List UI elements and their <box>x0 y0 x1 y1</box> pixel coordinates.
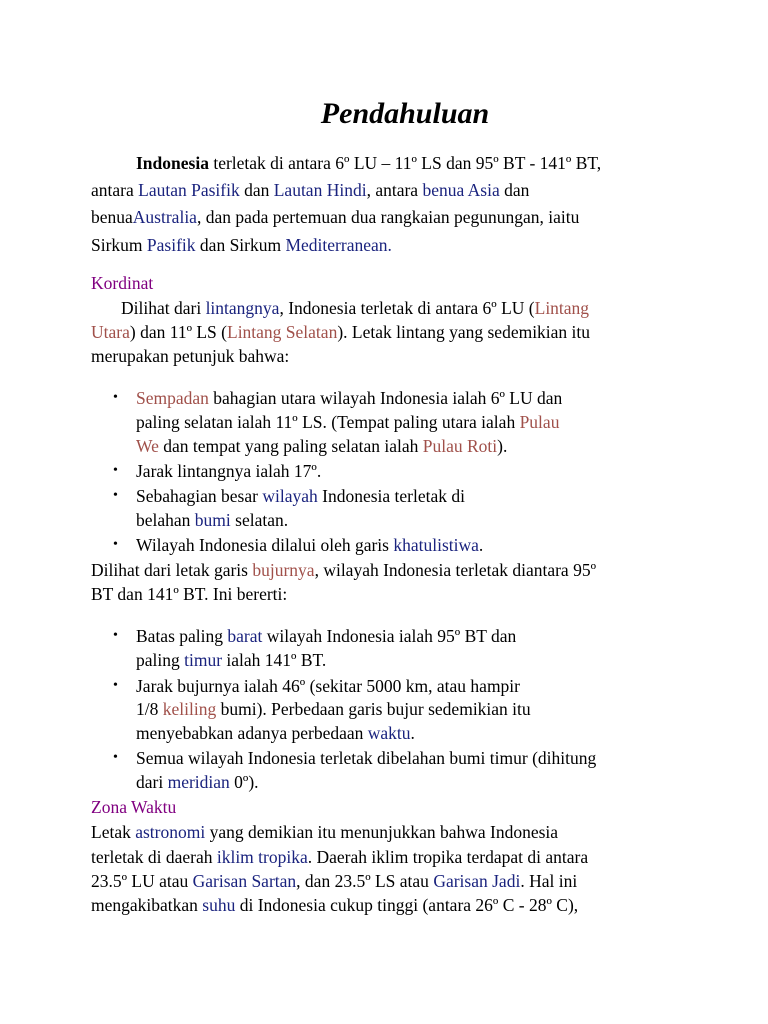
bullet-marker: • <box>113 463 118 478</box>
intro-line-1: Indonesia terletak di antara 6º LU – 11º LS dan 95º BT - 141º BT, <box>136 153 602 173</box>
link-keliling[interactable]: keliling <box>162 699 217 719</box>
heading-kordinat: Kordinat <box>91 273 154 293</box>
link-utara[interactable]: Utara <box>91 322 130 342</box>
list-item: Batas paling barat wilayah Indonesia ialah 95º BT dan <box>136 626 517 646</box>
bullet-marker: • <box>113 537 118 552</box>
link-lautan-pasifik[interactable]: Lautan Pasifik <box>138 180 240 200</box>
link-lintang-selatan[interactable]: Lintang Selatan <box>227 322 338 342</box>
document-page: Pendahuluan Indonesia terletak di antara 6º LU – 11º LS dan 95º BT - 141º BT, antara Lautan Pasifik dan Lautan Hindi, antara benua Asia dan benuaAustralia, dan pada pertemuan dua rangkaian pegunungan, iaitu Sirkum Pasifik dan Sirkum Mediterranean. Kordinat Dilihat dari lintangnya, Indonesia terletak di antara 6º LU (Lintang Utara) dan 11º LS (Lintang Selatan). Letak lintang yang sedemikian itu merupakan petunjuk bahwa: • Sempadan bahagian utara wilayah Indonesia ialah 6º LU dan paling selatan ialah 11º LS. (Tempat paling utara ialah Pulau We dan tempat yang paling selatan ialah Pulau Roti). • Jarak lintangnya ialah 17º. • Sebahagian besar wilayah Indonesia terletak di belahan bumi selatan. • Wilayah Indonesia dilalui oleh garis khatulistiwa. Dilihat dari letak garis bujurnya, wilayah Indonesia terletak diantara 95º BT dan 141º BT. Ini bererti: • Batas paling barat wilayah Indonesia ialah 95º BT dan paling timur ialah 141º BT. • Jarak bujurnya ialah 46º (sekitar 5000 km, atau hampir 1/8 keliling bumi). Perbedaan garis bujur sedemikian itu menyebabkan adanya perbedaan waktu. • Semua wilayah Indonesia terletak dibelahan bumi timur (dihitung dari meridian 0º). Zona Waktu Letak astronomi yang demikian itu menunjukkan bahwa Indonesia terletak di daerah iklim tropika. Daerah iklim tropika terdapat di antara 23.5º LU atau Garisan Sartan, dan 23.5º LS atau Garisan Jadi. Hal ini mengakibatkan suhu di Indonesia cukup tinggi (antara 26º C - 28º C), <box>0 0 768 1024</box>
list-item: Sebahagian besar wilayah Indonesia terletak di <box>136 486 465 506</box>
bujur-line-2: BT dan 141º BT. Ini bererti: <box>91 584 288 604</box>
link-meridian[interactable]: meridian <box>167 772 230 792</box>
link-we[interactable]: We <box>136 436 159 456</box>
link-benua-asia[interactable]: benua Asia <box>422 180 500 200</box>
term-indonesia: Indonesia <box>136 153 209 173</box>
zona-line-4: mengakibatkan suhu di Indonesia cukup tinggi (antara 26º C - 28º C), <box>91 895 579 915</box>
kordinat-line-3: merupakan petunjuk bahwa: <box>91 346 290 366</box>
link-bujurnya[interactable]: bujurnya <box>252 560 315 580</box>
bullet-marker: • <box>113 390 118 405</box>
link-pulau-roti[interactable]: Pulau Roti <box>422 436 498 456</box>
intro-line-4: Sirkum Pasifik dan Sirkum Mediterranean. <box>91 235 392 255</box>
page-title: Pendahuluan <box>320 97 490 130</box>
link-bumi[interactable]: bumi <box>194 510 231 530</box>
zona-line-1: Letak astronomi yang demikian itu menunjukkan bahwa Indonesia <box>91 822 559 842</box>
link-wilayah[interactable]: wilayah <box>262 486 318 506</box>
heading-zona-waktu: Zona Waktu <box>91 797 177 817</box>
link-waktu[interactable]: waktu <box>367 723 411 743</box>
link-pulau-we[interactable]: Pulau <box>519 412 560 432</box>
bullet-marker: • <box>113 628 118 643</box>
link-sempadan[interactable]: Sempadan <box>136 388 209 408</box>
link-lintangnya[interactable]: lintangnya <box>205 298 280 318</box>
link-suhu[interactable]: suhu <box>202 895 236 915</box>
bullet-marker: • <box>113 488 118 503</box>
link-mediterranean[interactable]: Mediterranean <box>285 235 388 255</box>
link-garisan-sartan[interactable]: Garisan Sartan <box>192 871 297 891</box>
link-astronomi[interactable]: astronomi <box>135 822 206 842</box>
zona-line-2: terletak di daerah iklim tropika. Daerah iklim tropika terdapat di antara <box>91 847 589 867</box>
link-barat[interactable]: barat <box>227 626 263 646</box>
list-item: Sempadan bahagian utara wilayah Indonesia ialah 6º LU dan <box>136 388 563 408</box>
list-item: Semua wilayah Indonesia terletak dibelahan bumi timur (dihitung <box>136 748 597 768</box>
link-australia[interactable]: Australia <box>132 207 197 227</box>
list-item: Jarak bujurnya ialah 46º (sekitar 5000 km, atau hampir <box>136 676 520 696</box>
link-lautan-hindi[interactable]: Lautan Hindi <box>273 180 367 200</box>
link-khatulistiwa[interactable]: khatulistiwa <box>393 535 479 555</box>
kordinat-line-1: Dilihat dari lintangnya, Indonesia terletak di antara 6º LU (Lintang <box>121 298 590 318</box>
bullet-marker: • <box>113 678 118 693</box>
zona-line-3: 23.5º LU atau Garisan Sartan, dan 23.5º LS atau Garisan Jadi. Hal ini <box>91 871 578 891</box>
bullet-marker: • <box>113 750 118 765</box>
link-iklim-tropika[interactable]: iklim tropika <box>216 847 308 867</box>
intro-line-2: antara Lautan Pasifik dan Lautan Hindi, antara benua Asia dan <box>91 180 530 200</box>
link-lintang-utara[interactable]: Lintang <box>534 298 590 318</box>
list-item: Wilayah Indonesia dilalui oleh garis khatulistiwa. <box>136 535 484 555</box>
link-timur[interactable]: timur <box>184 650 223 670</box>
bujur-line-1: Dilihat dari letak garis bujurnya, wilayah Indonesia terletak diantara 95º <box>91 560 596 580</box>
link-pasifik[interactable]: Pasifik <box>146 235 196 255</box>
intro-line-3: benuaAustralia, dan pada pertemuan dua rangkaian pegunungan, iaitu <box>91 207 580 227</box>
kordinat-line-2: Utara) dan 11º LS (Lintang Selatan). Letak lintang yang sedemikian itu <box>91 322 591 342</box>
link-garisan-jadi[interactable]: Garisan Jadi <box>433 871 521 891</box>
list-item: Jarak lintangnya ialah 17º. <box>136 461 322 481</box>
